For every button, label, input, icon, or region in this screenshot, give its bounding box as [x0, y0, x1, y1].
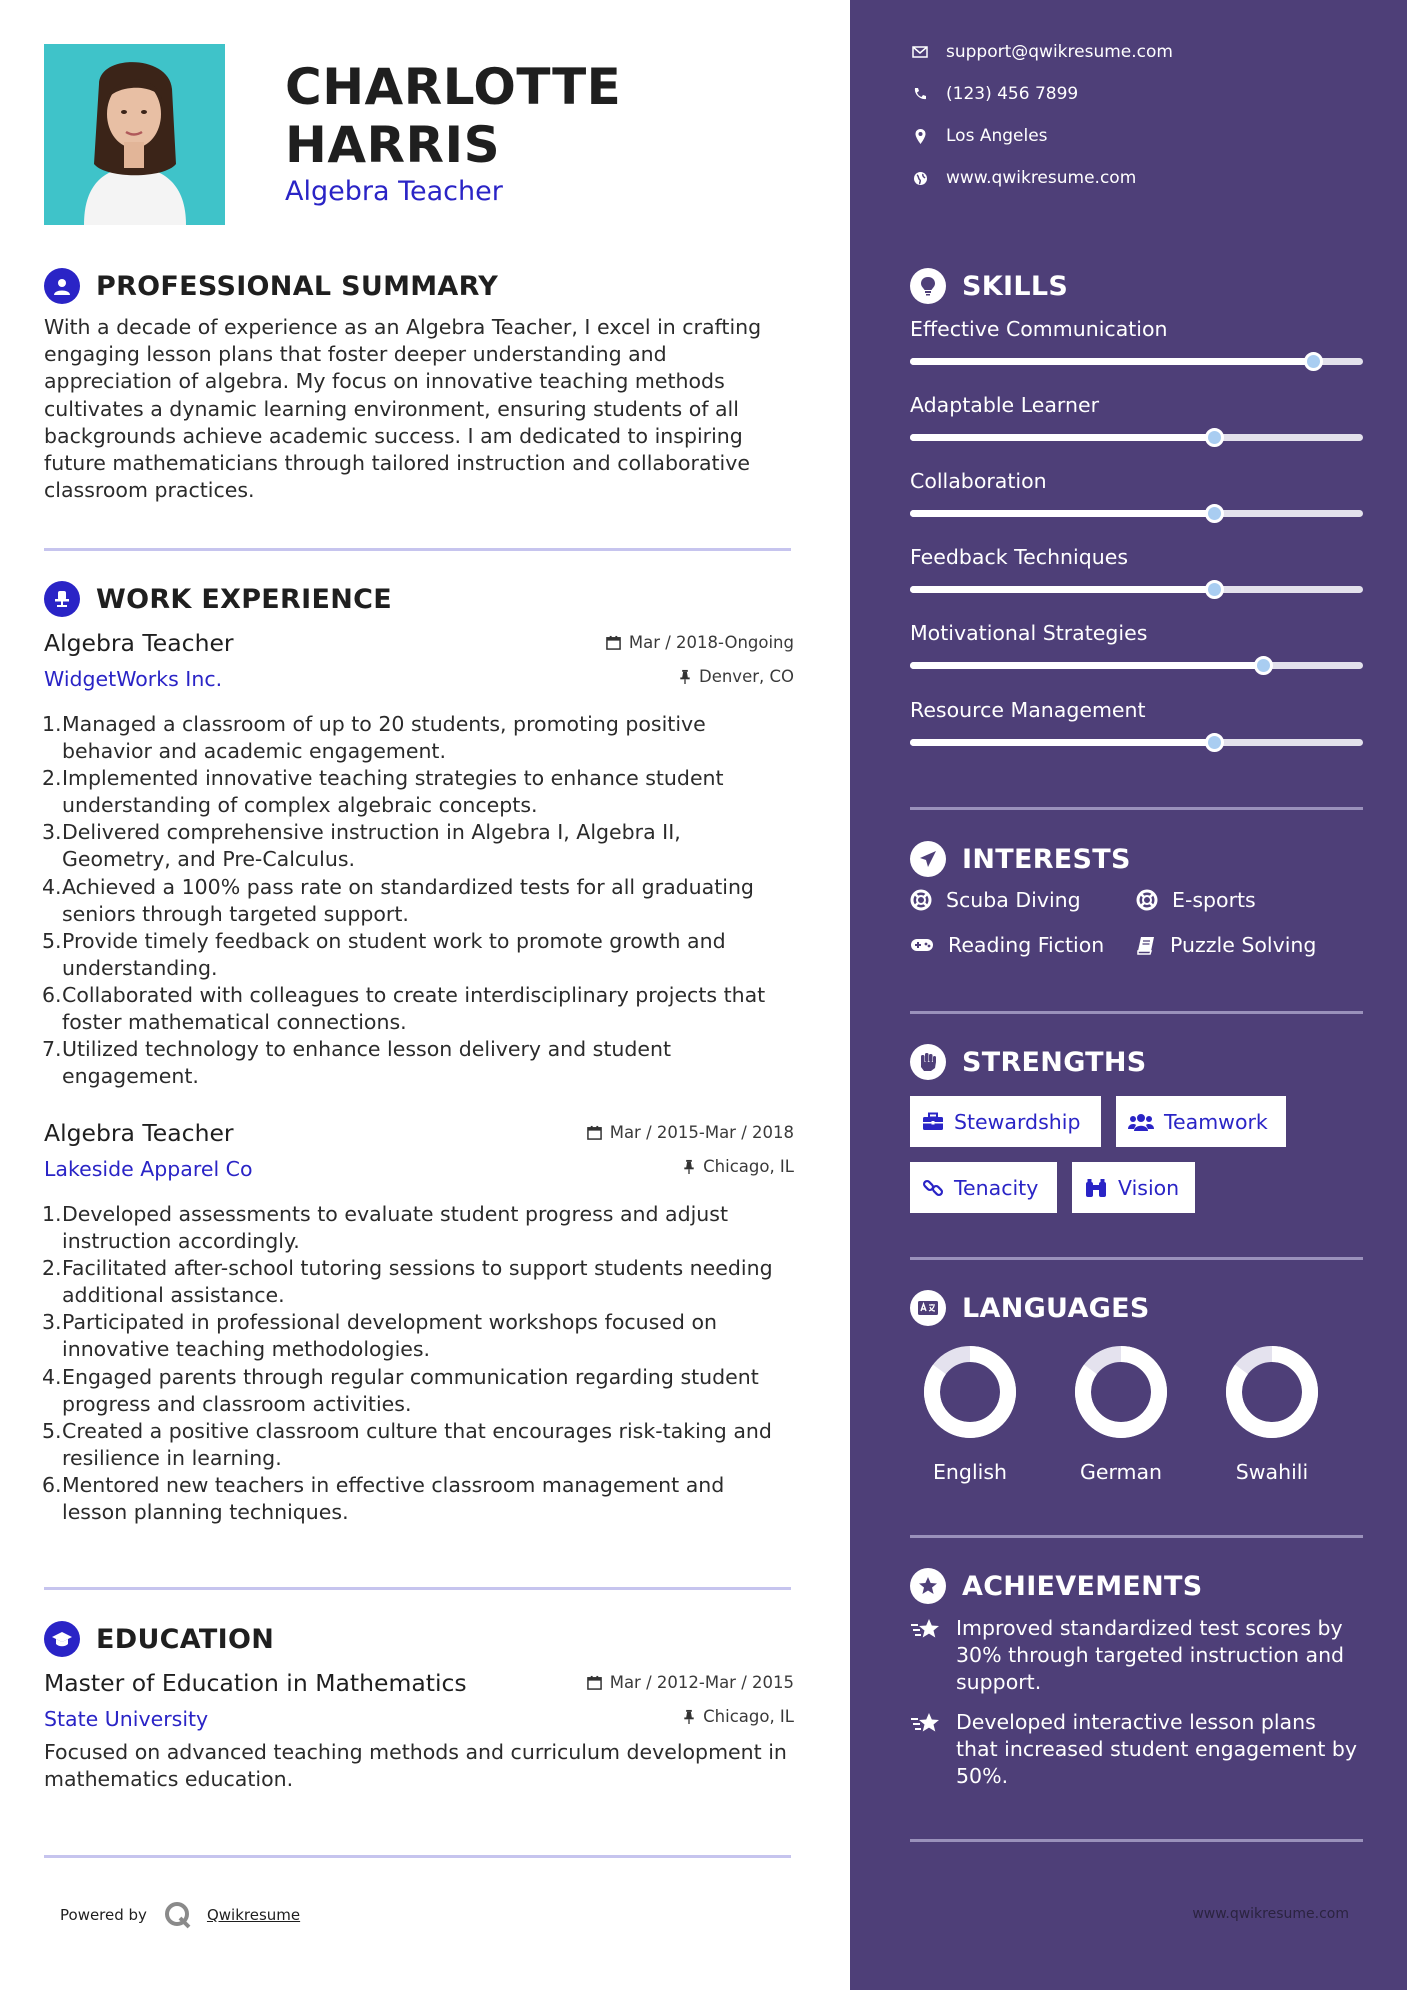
divider — [44, 1855, 791, 1858]
job-bullet: 6. Mentored new teachers in effective classroom management and lesson planning techniques. — [42, 1472, 725, 1525]
job-entry-title: Algebra Teacher — [44, 629, 234, 657]
languages-heading — [910, 1290, 1150, 1326]
job-entry-location — [679, 667, 794, 686]
job-entry-date-text: Mar / 2018-Ongoing — [628, 633, 794, 652]
pin-icon — [679, 669, 691, 684]
skill-bar-knob — [1254, 656, 1273, 675]
briefcase-icon — [922, 1112, 944, 1131]
summary-heading — [44, 268, 498, 304]
strength-label: Teamwork — [1164, 1109, 1268, 1134]
job-bullet: 6. Collaborated with colleagues to create interdisciplinary projects that foster mathematical connections. — [42, 982, 766, 1035]
language-item — [910, 1342, 1030, 1484]
skill-bar-fill — [910, 510, 1214, 517]
candidate-name — [285, 58, 621, 174]
book-icon — [1136, 935, 1156, 955]
language-label: English — [932, 1460, 1008, 1484]
binoculars-icon — [1084, 1178, 1108, 1198]
education-heading — [44, 1621, 274, 1657]
summary-text: With a decade of experience as an Algebra Teacher, I excel in crafting engaging lesson plans that foster deeper understanding and appreciation of algebra. My focus on innovative teaching methods cultivates a dynamic learning environment, ensuring students of all backgrounds achieve academic success. I am dedicated to inspiring future mathematicians through tailored instruction and collaborative classroom practices. — [44, 315, 762, 503]
job-bullet: 3. Participated in professional development workshops focused on innovative teaching methodologies. — [42, 1310, 717, 1362]
strength-chip — [1072, 1162, 1195, 1213]
contact-website[interactable] — [910, 168, 1136, 188]
summary-title: PROFESSIONAL SUMMARY — [96, 270, 499, 302]
qwikresume-link[interactable]: Qwikresume — [206, 1906, 301, 1924]
job-bullet-list — [44, 1201, 794, 1526]
job-entry-location — [683, 1157, 794, 1176]
language-label: Swahili — [1235, 1460, 1309, 1484]
job-bullet-text: Utilized technology to enhance lesson delivery and student engagement. — [62, 1037, 672, 1089]
achievement-item — [910, 1615, 1363, 1697]
job-bullet-text: Implemented innovative teaching strategies to enhance student understanding of complex algebraic concepts. — [62, 766, 724, 818]
skill-label: Resource Management — [910, 698, 1146, 722]
skill-bar-knob — [1205, 504, 1224, 523]
sidebar-divider — [910, 807, 1363, 810]
language-ring — [910, 1342, 1030, 1442]
calendar-icon — [587, 1125, 602, 1140]
experience-heading — [44, 581, 392, 617]
job-bullet-text: Achieved a 100% pass rate on standardized tests for all graduating seniors through targeted support. — [62, 874, 754, 926]
interest-label: Reading Fiction — [948, 933, 1105, 957]
achievement-item — [910, 1709, 1363, 1791]
contact-email[interactable] — [910, 42, 1173, 62]
interests-heading — [910, 841, 1131, 877]
skill-bar — [910, 739, 1363, 746]
job-bullet-text: Participated in professional development workshops focused on innovative teaching methodologies. — [62, 1310, 717, 1362]
job-entry-location-text: Chicago, IL — [703, 1157, 794, 1176]
skill-bar-fill — [910, 434, 1214, 441]
skill-item — [910, 542, 1363, 593]
users-icon — [1128, 1112, 1154, 1132]
job-bullet-text: Developed assessments to evaluate student progress and adjust instruction accordingly. — [62, 1202, 729, 1254]
globe-icon — [910, 171, 930, 186]
contact-email-text: support@qwikresume.com — [946, 42, 1173, 62]
skill-label: Collaboration — [910, 469, 1047, 493]
office-chair-icon — [44, 581, 80, 617]
skill-label: Adaptable Learner — [910, 393, 1100, 417]
graduation-cap-icon — [44, 1621, 80, 1657]
map-marker-icon — [910, 129, 930, 144]
language-item — [1061, 1342, 1181, 1484]
education-date-text: Mar / 2012-Mar / 2015 — [609, 1673, 794, 1692]
strength-label: Vision — [1118, 1175, 1180, 1200]
education-school: State University — [44, 1707, 209, 1731]
education-dates — [587, 1673, 794, 1692]
skill-item — [910, 390, 1363, 441]
sidebar — [850, 0, 1407, 1990]
skill-bar — [910, 358, 1363, 365]
fist-icon — [910, 1044, 946, 1080]
achievements-title: ACHIEVEMENTS — [962, 1570, 1203, 1602]
skill-label: Motivational Strategies — [910, 621, 1148, 645]
divider — [44, 1587, 791, 1590]
education-location-text: Chicago, IL — [703, 1707, 794, 1726]
job-entry-date-text: Mar / 2015-Mar / 2018 — [609, 1123, 794, 1142]
phone-icon — [910, 87, 930, 101]
skill-item — [910, 618, 1363, 669]
job-bullet: 5. Provide timely feedback on student work to promote growth and understanding. — [42, 928, 726, 980]
skills-title: SKILLS — [962, 270, 1069, 302]
skill-bar — [910, 662, 1363, 669]
education-degree: Master of Education in Mathematics — [44, 1669, 467, 1697]
job-bullet-text: Engaged parents through regular communication regarding student progress and classroom activities. — [62, 1364, 759, 1416]
skill-bar — [910, 510, 1363, 517]
job-bullet-text: Mentored new teachers in effective classroom management and lesson planning techniques. — [62, 1472, 725, 1525]
language-icon — [910, 1290, 946, 1326]
skill-label: Effective Communication — [910, 317, 1168, 341]
star-badge-icon — [910, 1568, 946, 1604]
job-entry — [44, 625, 794, 1090]
pin-icon — [683, 1159, 695, 1174]
job-bullet-text: Delivered comprehensive instruction in Algebra I, Algebra II, Geometry, and Pre-Calculus. — [62, 820, 681, 872]
achievement-text: Improved standardized test scores by 30% through targeted instruction and support. — [956, 1616, 1345, 1695]
job-title: Algebra Teacher — [285, 176, 503, 207]
job-bullet-text: Facilitated after-school tutoring sessions to support students needing additional assistance. — [62, 1256, 773, 1308]
sidebar-divider — [910, 1535, 1363, 1538]
contact-location — [910, 126, 1048, 146]
skill-bar — [910, 586, 1363, 593]
job-bullet: 5. Created a positive classroom culture that encourages risk-taking and resilience in learning. — [42, 1418, 772, 1470]
interests-title: INTERESTS — [962, 843, 1131, 875]
education-title: EDUCATION — [96, 1623, 275, 1655]
interest-label: Puzzle Solving — [1170, 933, 1317, 957]
achievement-text: Developed interactive lesson plans that increased student engagement by 50%. — [956, 1710, 1358, 1789]
experience-title: WORK EXPERIENCE — [96, 583, 392, 615]
strength-chip — [910, 1096, 1101, 1147]
job-bullet-text: Managed a classroom of up to 20 students, promoting positive behavior and academic engagement. — [62, 712, 706, 764]
footer-website[interactable]: www.qwikresume.com — [1192, 1906, 1349, 1922]
job-bullet-list — [44, 711, 794, 1090]
qwikresume-logo-icon — [163, 1900, 193, 1930]
calendar-icon — [606, 635, 621, 650]
contact-website-text: www.qwikresume.com — [946, 168, 1137, 188]
job-bullet: 4. Engaged parents through regular communication regarding student progress and classroom activities. — [42, 1364, 759, 1416]
strength-chip — [1116, 1096, 1286, 1147]
education-entry — [44, 1665, 794, 1793]
job-entry-company: Lakeside Apparel Co — [44, 1157, 253, 1181]
interest-item — [910, 888, 1081, 912]
interest-item — [910, 933, 1104, 957]
sidebar-divider — [910, 1257, 1363, 1260]
interest-item — [1136, 888, 1256, 912]
sidebar-divider — [910, 1011, 1363, 1014]
strength-label: Stewardship — [954, 1109, 1081, 1134]
lifebuoy-icon — [1136, 889, 1158, 911]
pin-icon — [683, 1709, 695, 1724]
achievement-star-icon — [910, 1615, 944, 1697]
skill-label: Feedback Techniques — [910, 545, 1129, 569]
achievements-heading — [910, 1568, 1203, 1604]
skill-bar-knob — [1205, 580, 1224, 599]
job-entry-title: Algebra Teacher — [44, 1119, 234, 1147]
contact-location-text: Los Angeles — [946, 126, 1048, 146]
job-entry-location-text: Denver, CO — [698, 667, 794, 686]
interest-label: E-sports — [1172, 888, 1256, 912]
skill-bar-fill — [910, 358, 1313, 365]
strength-chip — [910, 1162, 1057, 1213]
skill-item — [910, 695, 1363, 746]
name-line-2: HARRIS — [285, 116, 501, 174]
skill-bar-knob — [1304, 352, 1323, 371]
contact-phone[interactable] — [910, 84, 1078, 104]
contact-phone-text: (123) 456 7899 — [946, 84, 1079, 104]
paper-plane-icon — [910, 841, 946, 877]
interest-label: Scuba Diving — [946, 888, 1081, 912]
language-label: German — [1079, 1460, 1163, 1484]
profile-photo — [44, 44, 225, 225]
link-icon — [922, 1177, 944, 1199]
achievement-star-icon — [910, 1709, 944, 1791]
job-entry — [44, 1115, 794, 1526]
education-location — [683, 1707, 794, 1726]
language-ring — [1212, 1342, 1332, 1442]
job-bullet-text: Provide timely feedback on student work to promote growth and understanding. — [62, 928, 726, 980]
strengths-title: STRENGTHS — [962, 1046, 1147, 1078]
job-entry-dates — [606, 633, 794, 652]
skill-item — [910, 466, 1363, 517]
lightbulb-icon — [910, 268, 946, 304]
skill-bar-knob — [1205, 733, 1224, 752]
user-icon — [44, 268, 80, 304]
name-line-1: CHARLOTTE — [285, 58, 622, 116]
sidebar-divider — [910, 1839, 1363, 1842]
job-bullet-text: Collaborated with colleagues to create interdisciplinary projects that foster mathematical connections. — [62, 982, 766, 1035]
job-bullet: 1. Developed assessments to evaluate student progress and adjust instruction accordingly. — [42, 1202, 729, 1254]
job-bullet: 7. Utilized technology to enhance lesson delivery and student engagement. — [42, 1037, 672, 1089]
strength-label: Tenacity — [954, 1175, 1039, 1200]
language-item — [1212, 1342, 1332, 1484]
skill-item — [910, 314, 1363, 365]
skill-bar — [910, 434, 1363, 441]
interest-item — [1136, 933, 1316, 957]
skill-bar-fill — [910, 739, 1214, 746]
calendar-icon — [587, 1675, 602, 1690]
job-bullet: 1. Managed a classroom of up to 20 students, promoting positive behavior and academic engagement. — [42, 712, 706, 764]
skill-bar-fill — [910, 662, 1263, 669]
job-bullet: 3. Delivered comprehensive instruction in Algebra I, Algebra II, Geometry, and Pre-Calculus. — [42, 820, 681, 872]
education-description: Focused on advanced teaching methods and curriculum development in mathematics education. — [44, 1740, 787, 1792]
language-ring — [1061, 1342, 1181, 1442]
divider — [44, 548, 791, 551]
skills-heading — [910, 268, 1068, 304]
job-entry-dates — [587, 1123, 794, 1142]
job-bullet-text: Created a positive classroom culture that encourages risk-taking and resilience in learning. — [62, 1418, 772, 1470]
skill-bar-fill — [910, 586, 1214, 593]
job-bullet: 2. Facilitated after-school tutoring sessions to support students needing additional assistance. — [42, 1256, 773, 1308]
lifebuoy-icon — [910, 889, 932, 911]
envelope-icon — [910, 46, 930, 58]
job-bullet: 2. Implemented innovative teaching strategies to enhance student understanding of complex algebraic concepts. — [42, 766, 724, 818]
job-entry-company: WidgetWorks Inc. — [44, 667, 223, 691]
strengths-heading — [910, 1044, 1147, 1080]
powered-by-label: Powered by — [60, 1906, 147, 1924]
footer-powered-by — [60, 1900, 300, 1930]
job-bullet: 4. Achieved a 100% pass rate on standardized tests for all graduating seniors through targeted support. — [42, 874, 754, 926]
gamepad-icon — [910, 937, 934, 953]
skill-bar-knob — [1205, 428, 1224, 447]
languages-title: LANGUAGES — [962, 1292, 1150, 1324]
